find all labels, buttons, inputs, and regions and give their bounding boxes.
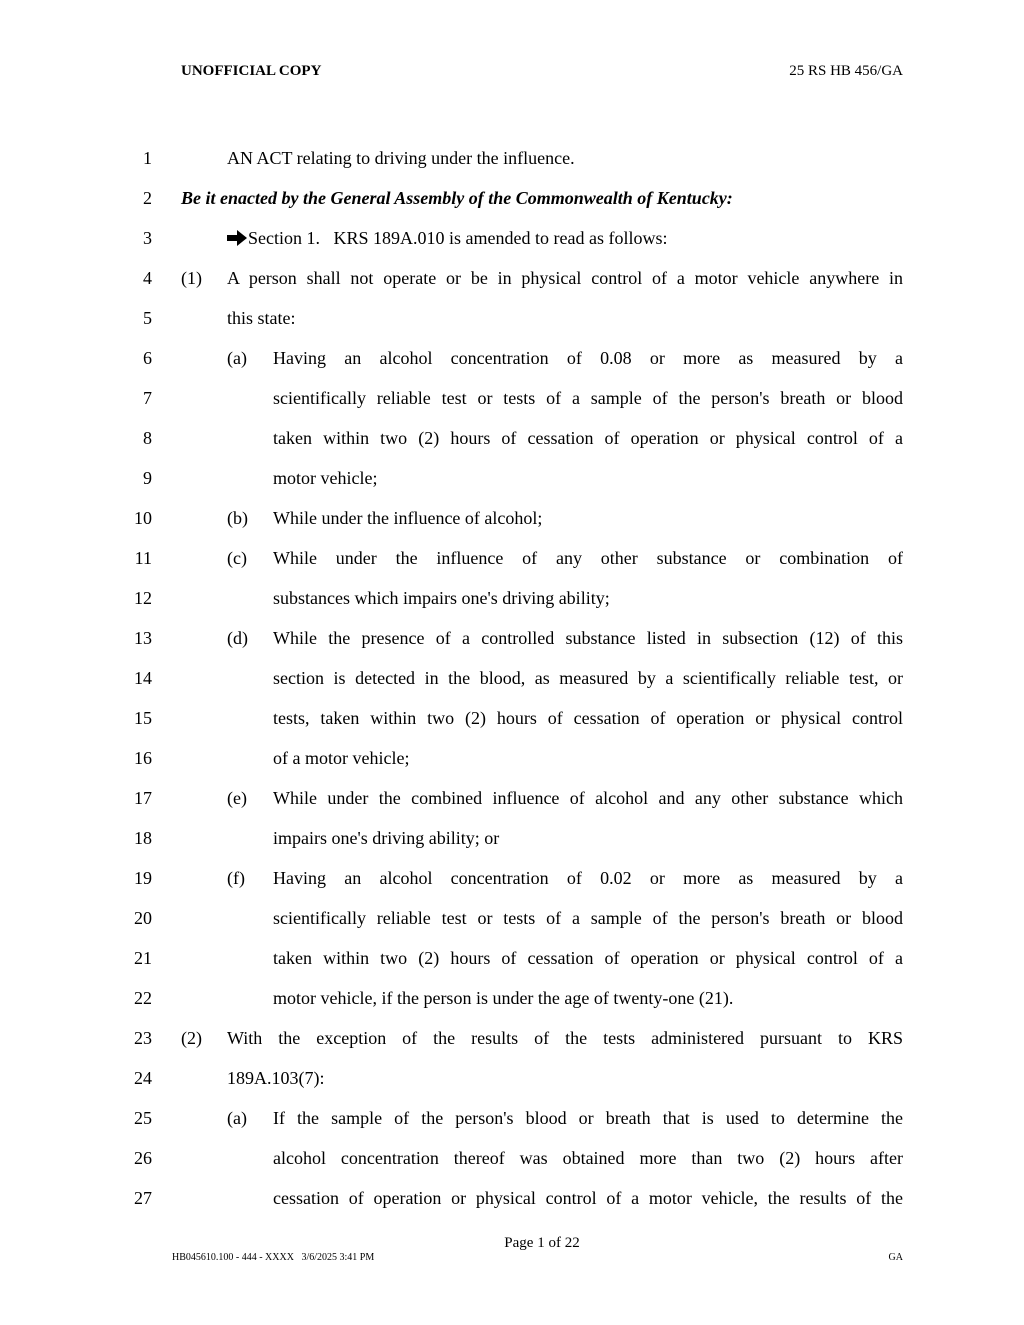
paragraph-label: (b) — [227, 508, 248, 528]
line-number: 4 — [143, 268, 152, 288]
line-number: 5 — [143, 308, 152, 328]
arrow-right-icon — [227, 230, 247, 246]
line-text: 189A.103(7): — [227, 1068, 325, 1088]
line-text: motor vehicle, if the person is under the age of twenty-one (21). — [273, 988, 734, 1008]
subsection-label: (2) — [181, 1028, 202, 1048]
line-number: 6 — [143, 348, 152, 368]
header-right: 25 RS HB 456/GA — [789, 63, 903, 79]
line-25 — [0, 1098, 1024, 1138]
line-24 — [0, 1058, 1024, 1098]
paragraph-label: (a) — [227, 1108, 247, 1128]
line-18 — [0, 818, 1024, 858]
line-26 — [0, 1138, 1024, 1178]
line-3 — [0, 218, 1024, 258]
line-number: 14 — [134, 668, 152, 688]
line-number: 1 — [143, 148, 152, 168]
line-16 — [0, 738, 1024, 778]
line-11 — [0, 538, 1024, 578]
line-number: 25 — [134, 1108, 152, 1128]
line-text: scientifically reliable test or tests of a sample of the person's breath or blood — [273, 908, 903, 928]
line-20 — [0, 898, 1024, 938]
line-text: of a motor vehicle; — [273, 748, 410, 768]
line-12 — [0, 578, 1024, 618]
line-number: 2 — [143, 188, 152, 208]
line-1 — [0, 138, 1024, 178]
line-number: 26 — [134, 1148, 152, 1168]
line-6 — [0, 338, 1024, 378]
paragraph-label: (e) — [227, 788, 247, 808]
enacting-clause: Be it enacted by the General Assembly of the Commonwealth of Kentucky: — [181, 188, 733, 208]
line-text: While the presence of a controlled substance listed in subsection (12) of this — [273, 628, 903, 648]
line-17 — [0, 778, 1024, 818]
line-4 — [0, 258, 1024, 298]
line-number: 18 — [134, 828, 152, 848]
line-number: 7 — [143, 388, 152, 408]
line-number: 21 — [134, 948, 152, 968]
line-text: Having an alcohol concentration of 0.08 or more as measured by a — [273, 348, 903, 368]
line-number: 8 — [143, 428, 152, 448]
act-title: AN ACT relating to driving under the influence. — [227, 148, 575, 168]
line-7 — [0, 378, 1024, 418]
paragraph-label: (a) — [227, 348, 247, 368]
line-number: 22 — [134, 988, 152, 1008]
line-text: If the sample of the person's blood or breath that is used to determine the — [273, 1108, 903, 1128]
line-number: 17 — [134, 788, 152, 808]
footer-initials: GA — [888, 1252, 903, 1263]
subsection-label: (1) — [181, 268, 202, 288]
line-text: section is detected in the blood, as measured by a scientifically reliable test, or — [273, 668, 903, 688]
line-text: impairs one's driving ability; or — [273, 828, 500, 848]
line-number: 10 — [134, 508, 152, 528]
line-number: 11 — [134, 548, 152, 568]
line-text: this state: — [227, 308, 296, 328]
header-left: UNOFFICIAL COPY — [181, 63, 322, 79]
section-heading — [227, 226, 667, 250]
line-text: motor vehicle; — [273, 468, 378, 488]
line-5 — [0, 298, 1024, 338]
line-10 — [0, 498, 1024, 538]
line-number: 15 — [134, 708, 152, 728]
line-text: scientifically reliable test or tests of a sample of the person's breath or blood — [273, 388, 903, 408]
line-text: While under the combined influence of alcohol and any other substance which — [273, 788, 903, 808]
line-number: 24 — [134, 1068, 152, 1088]
line-13 — [0, 618, 1024, 658]
line-15 — [0, 698, 1024, 738]
line-14 — [0, 658, 1024, 698]
line-text: Having an alcohol concentration of 0.02 or more as measured by a — [273, 868, 903, 888]
line-21 — [0, 938, 1024, 978]
page-number: Page 1 of 22 — [504, 1235, 580, 1251]
line-2 — [0, 178, 1024, 218]
paragraph-label: (c) — [227, 548, 247, 568]
line-number: 9 — [143, 468, 152, 488]
line-number: 13 — [134, 628, 152, 648]
line-text: tests, taken within two (2) hours of cessation of operation or physical control — [273, 708, 903, 728]
line-9 — [0, 458, 1024, 498]
line-number: 16 — [134, 748, 152, 768]
line-text: cessation of operation or physical control of a motor vehicle, the results of the — [273, 1188, 903, 1208]
paragraph-label: (f) — [227, 868, 245, 888]
line-text: substances which impairs one's driving ability; — [273, 588, 610, 608]
line-22 — [0, 978, 1024, 1018]
line-23 — [0, 1018, 1024, 1058]
line-text: While under the influence of any other substance or combination of — [273, 548, 903, 568]
line-text: taken within two (2) hours of cessation of operation or physical control of a — [273, 428, 903, 448]
line-text: While under the influence of alcohol; — [273, 508, 543, 528]
line-number: 3 — [143, 228, 152, 248]
line-text: alcohol concentration thereof was obtained more than two (2) hours after — [273, 1148, 903, 1168]
line-number: 19 — [134, 868, 152, 888]
line-text: taken within two (2) hours of cessation of operation or physical control of a — [273, 948, 903, 968]
line-number: 23 — [134, 1028, 152, 1048]
line-27 — [0, 1178, 1024, 1218]
line-text: With the exception of the results of the tests administered pursuant to KRS — [227, 1028, 903, 1048]
line-number: 27 — [134, 1188, 152, 1208]
paragraph-label: (d) — [227, 628, 248, 648]
line-text: A person shall not operate or be in physical control of a motor vehicle anywhere in — [227, 268, 903, 288]
document-id: HB045610.100 - 444 - XXXX 3/6/2025 3:41 PM — [172, 1252, 375, 1263]
line-number: 20 — [134, 908, 152, 928]
line-8 — [0, 418, 1024, 458]
line-19 — [0, 858, 1024, 898]
line-number: 12 — [134, 588, 152, 608]
section-heading-text: Section 1. KRS 189A.010 is amended to read as follows: — [248, 228, 668, 248]
